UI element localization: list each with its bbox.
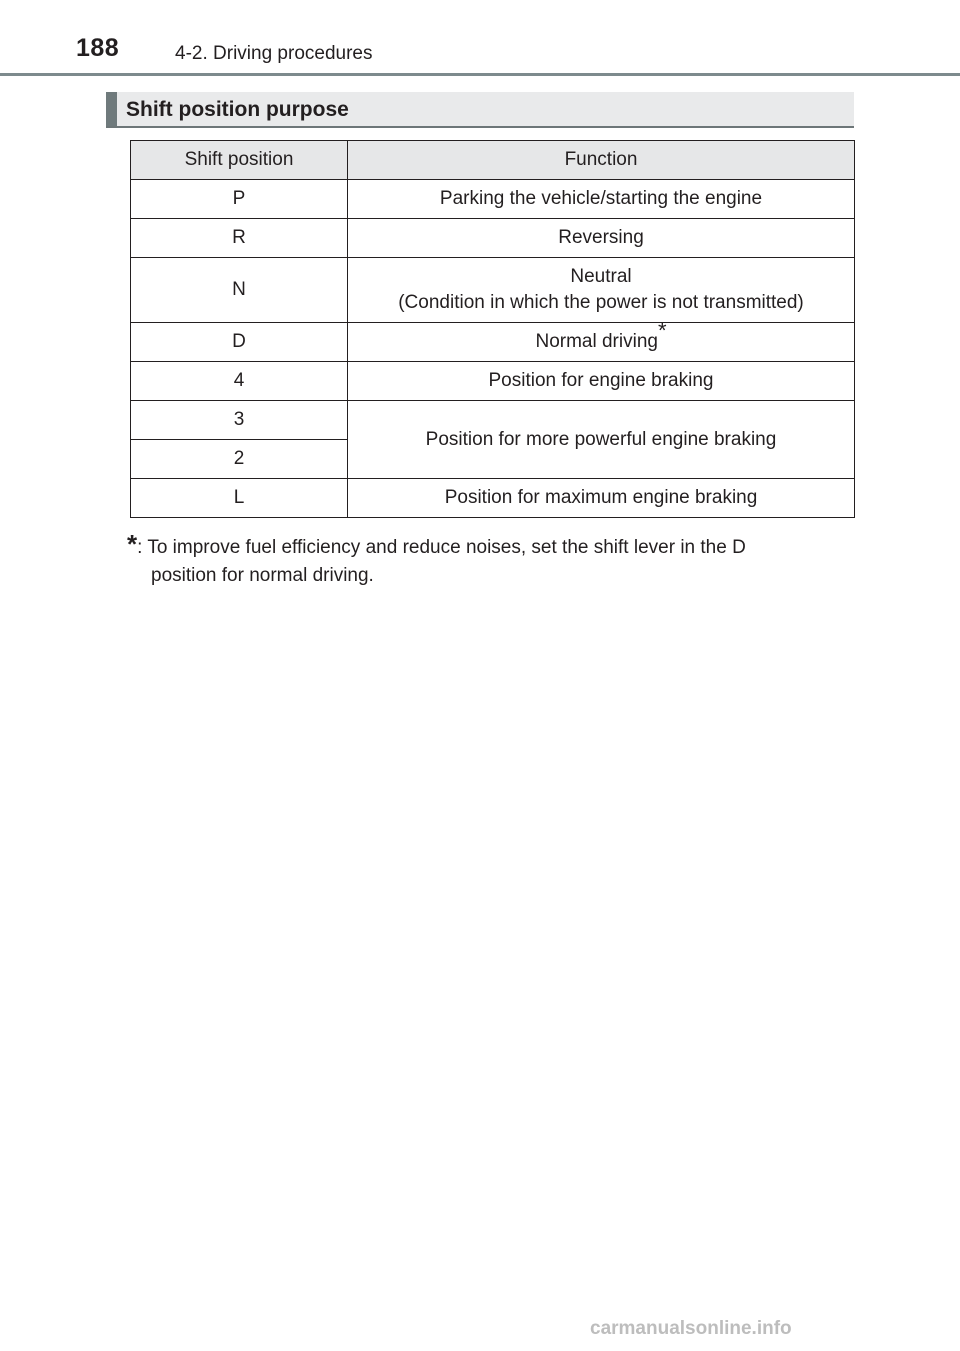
table-row — [131, 401, 855, 440]
section-bar — [106, 92, 117, 126]
shift-position-cell: D — [131, 323, 348, 362]
chapter-title: 4-2. Driving procedures — [175, 43, 373, 64]
function-cell: Parking the vehicle/starting the engine — [348, 180, 855, 219]
function-line-2: (Condition in which the power is not transmitted) — [398, 292, 804, 313]
footnote — [127, 530, 854, 590]
shift-position-cell: N — [131, 258, 348, 323]
table-row — [131, 362, 855, 401]
shift-position-cell: R — [131, 219, 348, 258]
table-row — [131, 219, 855, 258]
table-row — [131, 180, 855, 219]
table-header-row — [131, 141, 855, 180]
function-cell — [348, 258, 855, 323]
shift-position-cell: 4 — [131, 362, 348, 401]
shift-position-cell: 3 — [131, 401, 348, 440]
footnote-asterisk: * — [657, 317, 667, 343]
column-header-function: Function — [348, 141, 855, 180]
function-cell: Position for more powerful engine braking — [348, 401, 855, 479]
footnote-text-line-2: position for normal driving. — [151, 565, 374, 586]
header-rule — [0, 73, 960, 76]
shift-position-cell: P — [131, 180, 348, 219]
function-cell — [348, 317, 855, 362]
function-cell: Position for engine braking — [348, 362, 855, 401]
watermark: carmanualsonline.info — [590, 1318, 792, 1339]
section-title: Shift position purpose — [126, 98, 349, 121]
shift-position-cell: 2 — [131, 440, 348, 479]
page-header — [0, 0, 960, 78]
section-header — [106, 92, 854, 128]
table-row — [131, 479, 855, 518]
page-number: 188 — [76, 34, 120, 62]
function-cell: Position for maximum engine braking — [348, 479, 855, 518]
footnote-marker: * — [127, 529, 138, 559]
column-header-shift-position: Shift position — [131, 141, 348, 180]
shift-position-table — [130, 140, 855, 518]
table-row — [131, 323, 855, 362]
table-row — [131, 258, 855, 323]
footnote-text-line-1: : To improve fuel efficiency and reduce noises, set the shift lever in the D — [137, 537, 746, 558]
shift-position-cell: L — [131, 479, 348, 518]
function-cell: Reversing — [348, 219, 855, 258]
function-text: Normal driving — [535, 331, 658, 352]
function-line-1: Neutral — [570, 266, 632, 287]
